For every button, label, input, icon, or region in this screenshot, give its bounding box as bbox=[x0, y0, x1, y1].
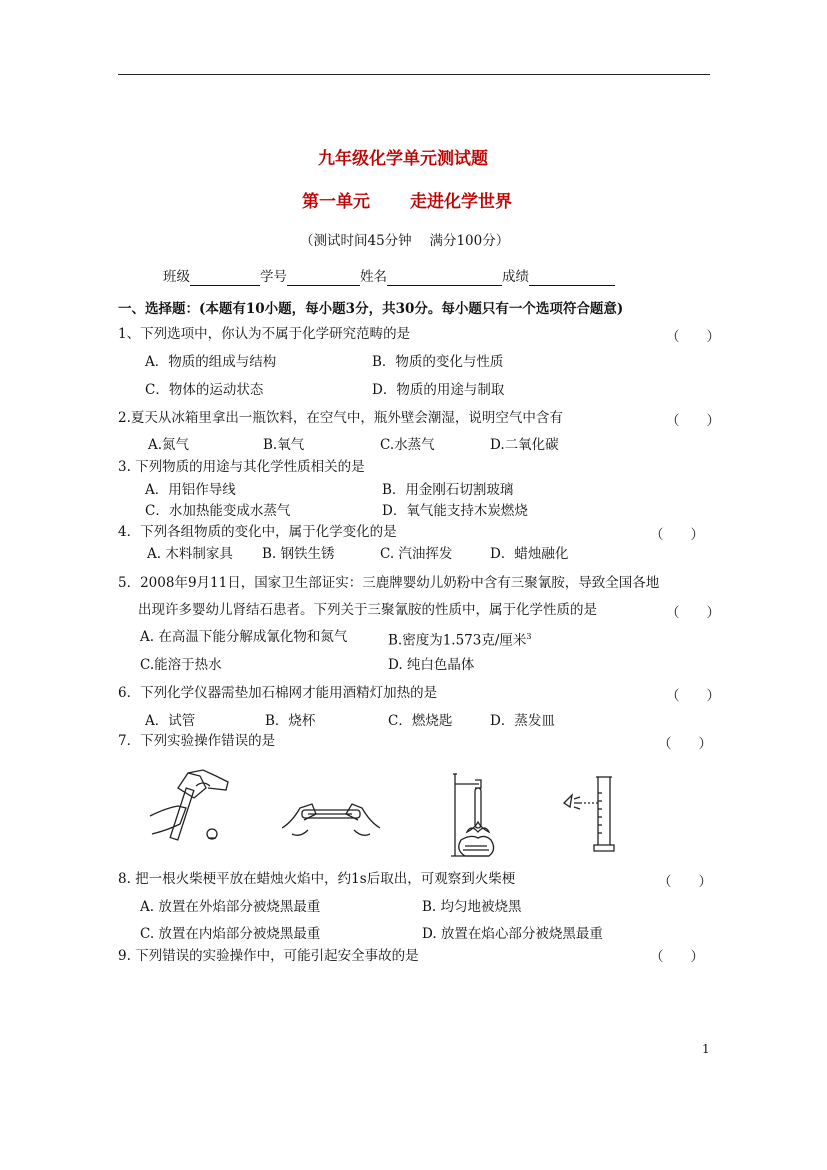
figure-reading-graduated-cylinder bbox=[560, 773, 620, 855]
q5-stem-line2: 出现许多婴幼儿肾结石患者。下列关于三聚氰胺的性质中，属于化学性质的是 bbox=[138, 602, 597, 618]
q1-stem: 1、下列选项中，你认为不属于化学研究范畴的是 bbox=[118, 326, 411, 342]
id-label: 学号 bbox=[260, 269, 287, 285]
q5-option-b-superscript: 3 bbox=[526, 632, 532, 641]
class-blank[interactable] bbox=[190, 271, 260, 286]
q5-option-c: C.能溶于热水 bbox=[140, 657, 222, 673]
page-number: 1 bbox=[702, 1042, 710, 1056]
q8-option-d: D. 放置在焰心部分被烧黑最重 bbox=[422, 926, 603, 942]
q3-option-d: D．氧气能支持木炭燃烧 bbox=[382, 503, 528, 519]
q1-option-c: C．物体的运动状态 bbox=[145, 382, 264, 398]
figure-shaking-test-tube bbox=[282, 798, 380, 840]
q8-option-c: C. 放置在内焰部分被烧黑最重 bbox=[140, 926, 321, 942]
q3-stem: 3. 下列物质的用途与其化学性质相关的是 bbox=[118, 459, 365, 475]
name-blank[interactable] bbox=[387, 271, 502, 286]
unit-name: 走进化学世界 bbox=[410, 192, 512, 212]
q8-stem: 8. 把一根火柴梗平放在蜡烛火焰中，约1s后取出，可观察到火柴梗 bbox=[118, 871, 516, 887]
q5-option-d: D. 纯白色晶体 bbox=[388, 657, 475, 673]
q6-stem: 6．下列化学仪器需垫加石棉网才能用酒精灯加热的是 bbox=[118, 685, 438, 701]
q3-option-b: B．用金刚石切割玻璃 bbox=[382, 482, 514, 498]
figure-dropper-into-test-tube bbox=[148, 768, 238, 850]
score-blank[interactable] bbox=[529, 271, 615, 286]
page-title: 九年级化学单元测试题 bbox=[318, 149, 488, 169]
q4-stem: 4．下列各组物质的变化中，属于化学变化的是 bbox=[118, 524, 397, 540]
q2-stem: 2.夏天从冰箱里拿出一瓶饮料，在空气中，瓶外壁会潮湿，说明空气中含有 bbox=[118, 410, 563, 426]
q1-answer-paren[interactable]: （ ） bbox=[666, 329, 720, 345]
q6-option-d: D．蒸发皿 bbox=[490, 713, 555, 729]
q3-option-c: C．水加热能变成水蒸气 bbox=[145, 503, 291, 519]
section-heading: 一、选择题：(本题有10小题，每小题3分，共30分。每小题只有一个选项符合题意) bbox=[118, 301, 624, 317]
q2-option-c: C.水蒸气 bbox=[380, 437, 435, 453]
unit-label: 第一单元 bbox=[302, 192, 370, 212]
q6-option-c: C．燃烧匙 bbox=[388, 713, 453, 729]
class-label: 班级 bbox=[163, 269, 190, 285]
q3-option-a: A．用铝作导线 bbox=[145, 482, 236, 498]
q4-option-a: A. 木料制家具 bbox=[147, 546, 233, 562]
q8-option-a: A. 放置在外焰部分被烧黑最重 bbox=[140, 899, 321, 915]
q9-stem: 9. 下列错误的实验操作中，可能引起安全事故的是 bbox=[118, 948, 419, 964]
q5-stem-line1: 5．2008年9月11日，国家卫生部证实：三鹿牌婴幼儿奶粉中含有三聚氰胺，导致全国各地 bbox=[118, 575, 660, 591]
q9-answer-paren[interactable]: （ ） bbox=[650, 949, 704, 965]
q4-option-d: D．蜡烛融化 bbox=[490, 546, 569, 562]
info-fields-row bbox=[163, 268, 615, 286]
q4-answer-paren[interactable]: （ ） bbox=[650, 527, 704, 543]
q4-option-c: C. 汽油挥发 bbox=[380, 546, 453, 562]
q5-answer-paren[interactable]: （ ） bbox=[666, 605, 720, 621]
q5-option-b-text: B.密度为1.573克/厘米 bbox=[388, 632, 527, 649]
q7-stem: 7．下列实验操作错误的是 bbox=[118, 733, 276, 749]
q6-option-a: A．试管 bbox=[145, 713, 196, 729]
q1-option-a: A．物质的组成与结构 bbox=[145, 354, 277, 370]
q2-answer-paren[interactable]: （ ） bbox=[666, 413, 720, 429]
q2-option-b: B.氧气 bbox=[263, 437, 305, 453]
q7-answer-paren[interactable]: （ ） bbox=[658, 736, 712, 752]
q8-option-b: B. 均匀地被烧黑 bbox=[422, 899, 522, 915]
name-label: 姓名 bbox=[360, 269, 387, 285]
q5-option-a: A. 在高温下能分解成氰化物和氮气 bbox=[140, 629, 348, 645]
id-blank[interactable] bbox=[287, 271, 360, 286]
q5-option-b bbox=[388, 628, 532, 650]
q6-answer-paren[interactable]: （ ） bbox=[666, 688, 720, 704]
q2-option-a: A.氮气 bbox=[148, 437, 190, 453]
q1-option-b: B．物质的变化与性质 bbox=[372, 354, 504, 370]
q2-option-d: D.二氧化碳 bbox=[490, 437, 559, 453]
figure-heating-on-stand bbox=[445, 770, 495, 858]
header-rule bbox=[118, 74, 710, 75]
q6-option-b: B．烧杯 bbox=[265, 713, 316, 729]
q4-option-b: B. 钢铁生锈 bbox=[262, 546, 335, 562]
score-label: 成绩 bbox=[502, 269, 529, 285]
q1-option-d: D．物质的用途与制取 bbox=[372, 382, 505, 398]
q8-answer-paren[interactable]: （ ） bbox=[658, 874, 712, 890]
time-info: （测试时间45分钟 满分100分） bbox=[300, 233, 510, 249]
